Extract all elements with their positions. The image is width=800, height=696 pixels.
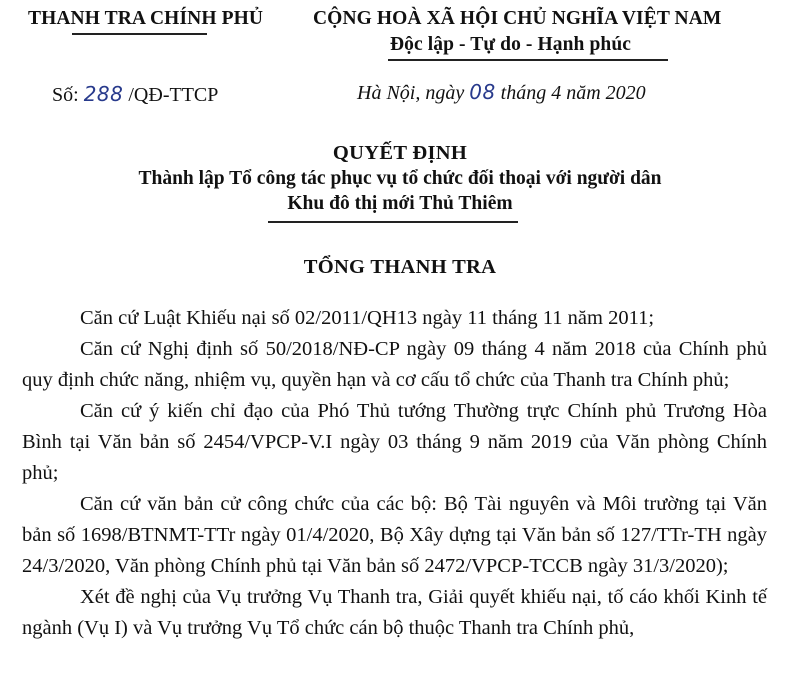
handwritten-day: 08 — [469, 80, 496, 104]
country-name: CỘNG HOÀ XÃ HỘI CHỦ NGHĨA VIỆT NAM — [313, 8, 722, 29]
agency-underline — [72, 33, 207, 35]
document-number-prefix: Số: — [52, 84, 79, 106]
handwritten-number: 288 — [83, 82, 124, 106]
paragraph-legal-basis-law: Căn cứ Luật Khiếu nại số 02/2011/QH13 ngày 11 tháng 11 năm 2011; — [80, 307, 655, 329]
document-kind: QUYẾT ĐỊNH — [332, 142, 468, 164]
title-underline — [268, 221, 518, 223]
date-rest: tháng 4 năm 2020 — [500, 82, 646, 104]
paragraph-proposal: Xét đề nghị của Vụ trưởng Vụ Thanh tra, Giải quyết khiếu nại, tố cáo khối Kinh tế ngành (Vụ I) và Vụ trưởng Vụ Tổ chức cán bộ thuộc Thanh tra Chính phủ, — [22, 586, 767, 639]
paragraph-directive: Căn cứ ý kiến chỉ đạo của Phó Thủ tướng Thường trực Chính phủ Trương Hòa Bình tại Văn bản số 2454/VPCP-V.I ngày 03 tháng 9 năm 2019 của Văn phòng Chính phủ; — [22, 400, 767, 484]
document-number-suffix: /QĐ-TTCP — [128, 84, 219, 106]
subject-line-1: Thành lập Tổ công tác phục vụ tổ chức đối thoại với người dân — [138, 168, 662, 189]
date-place: Hà Nội, ngày — [357, 82, 465, 104]
paragraph-staff-assignment: Căn cứ văn bản cử công chức của các bộ: Bộ Tài nguyên và Môi trường tại Văn bản số 1698/BTNMT-TTr ngày 01/4/2020, Bộ Xây dựng tại Văn bản số 127/TTr-TH ngày 24/3/2020, Văn phòng Chính phủ tại Văn bản số 2472/VPCP-TCCB ngày 31/3/2020); — [22, 493, 767, 577]
document-body — [22, 303, 767, 644]
issuing-agency: THANH TRA CHÍNH PHỦ — [28, 8, 264, 29]
document-number — [52, 82, 218, 107]
paragraph-legal-basis-decree: Căn cứ Nghị định số 50/2018/NĐ-CP ngày 09 tháng 4 năm 2018 của Chính phủ quy định chức năng, nhiệm vụ, quyền hạn và cơ cấu tổ chức của Thanh tra Chính phủ; — [22, 338, 767, 391]
motto-underline — [388, 59, 668, 61]
subject-line-2: Khu đô thị mới Thủ Thiêm — [287, 193, 513, 214]
issuer-title: TỔNG THANH TRA — [303, 256, 497, 278]
national-motto: Độc lập - Tự do - Hạnh phúc — [390, 34, 632, 55]
issue-date — [357, 80, 646, 105]
